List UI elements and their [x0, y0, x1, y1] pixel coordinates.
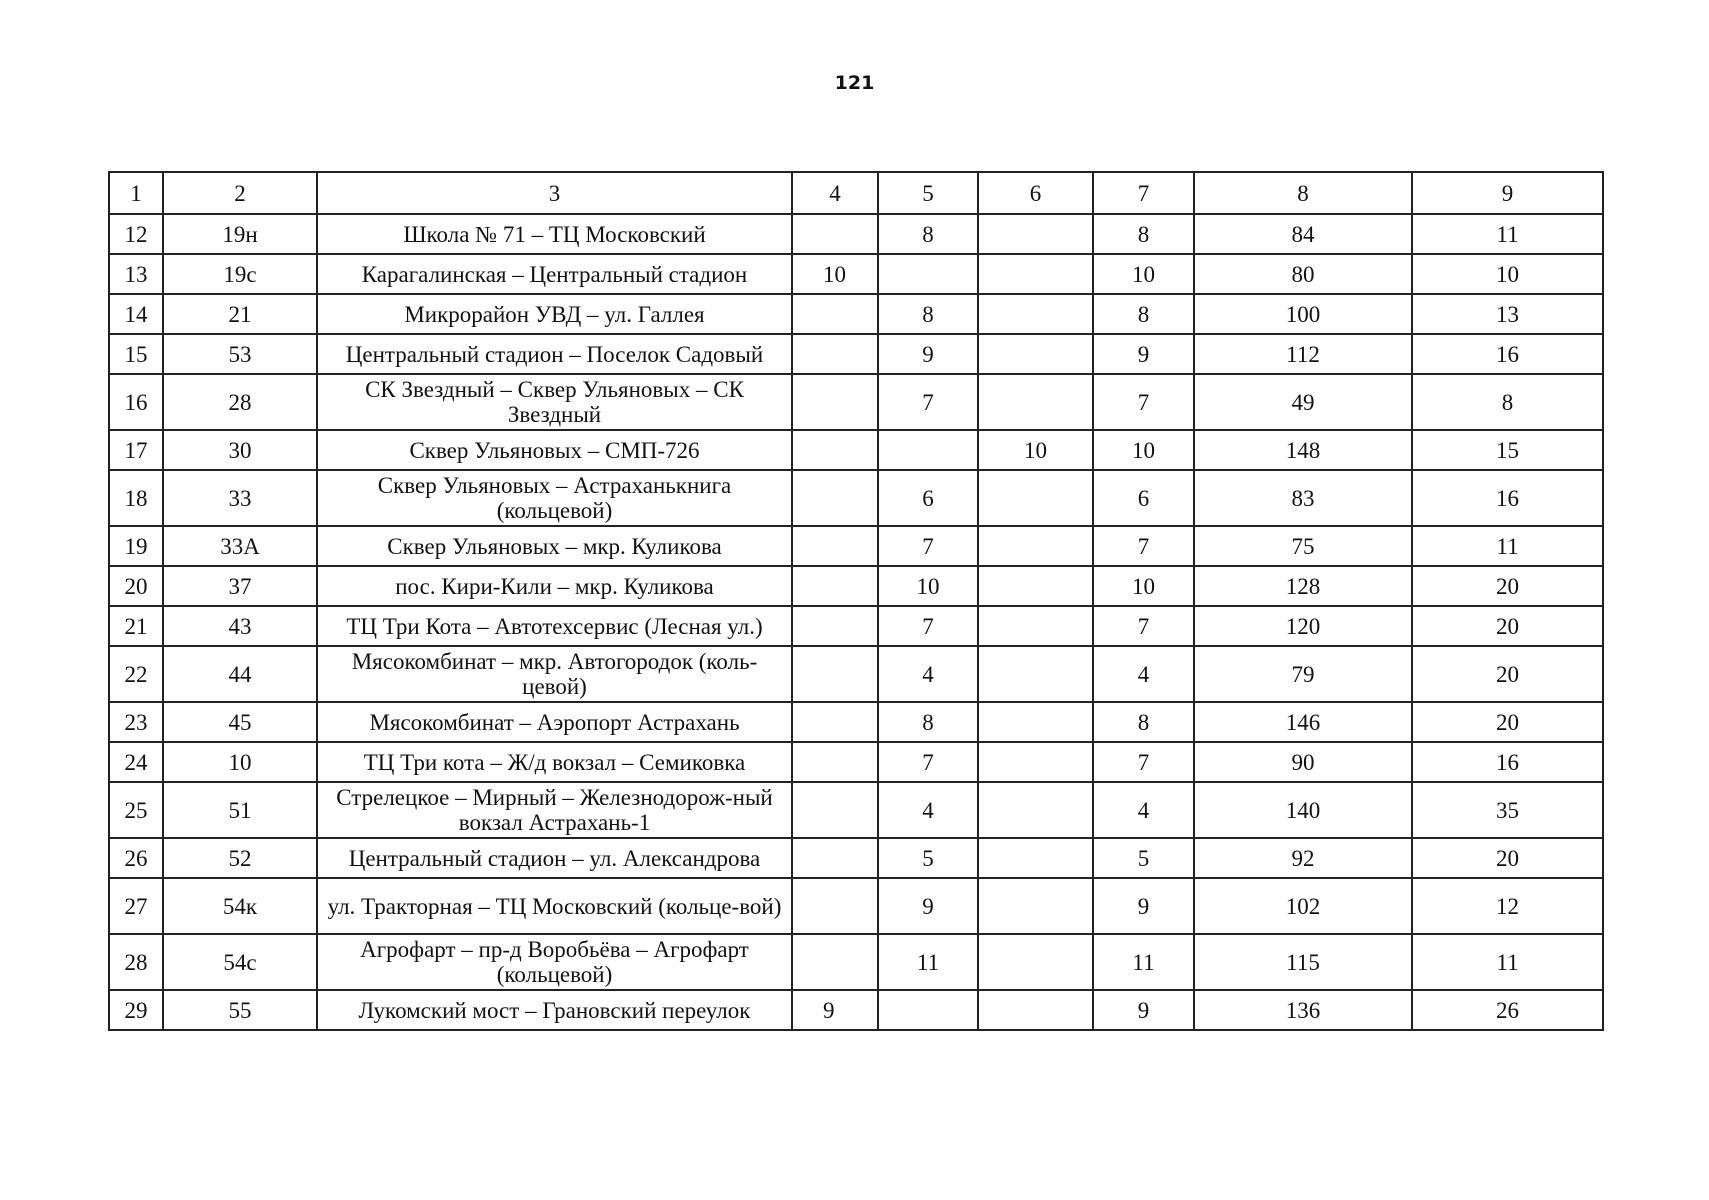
- column-4-cell: [792, 470, 878, 526]
- table-body: [109, 214, 1603, 1030]
- column-6-cell: [978, 526, 1093, 566]
- column-6-cell: [978, 646, 1093, 702]
- column-6-cell: [978, 934, 1093, 990]
- column-4-cell: 9: [792, 990, 878, 1030]
- column-5-cell: 7: [878, 606, 978, 646]
- column-header-9: 9: [1412, 172, 1603, 214]
- column-8-cell: 140: [1194, 782, 1412, 838]
- route-table: [108, 171, 1604, 1031]
- column-6-cell: [978, 702, 1093, 742]
- column-8-cell: 146: [1194, 702, 1412, 742]
- column-header-2: 2: [163, 172, 317, 214]
- column-7-cell: 10: [1093, 254, 1194, 294]
- column-7-cell: 8: [1093, 702, 1194, 742]
- column-9-cell: 13: [1412, 294, 1603, 334]
- column-6-cell: 10: [978, 430, 1093, 470]
- column-5-cell: 9: [878, 878, 978, 934]
- column-5-cell: 6: [878, 470, 978, 526]
- column-5-cell: 7: [878, 374, 978, 430]
- column-4-cell: [792, 374, 878, 430]
- column-7-cell: 8: [1093, 214, 1194, 254]
- route-number-cell: 54с: [163, 934, 317, 990]
- column-5-cell: [878, 254, 978, 294]
- route-name-cell: ТЦ Три кота – Ж/д вокзал – Семиковка: [317, 742, 792, 782]
- table-row: [109, 566, 1603, 606]
- table-row: [109, 606, 1603, 646]
- route-name-cell: ТЦ Три Кота – Автотехсервис (Лесная ул.): [317, 606, 792, 646]
- column-7-cell: 6: [1093, 470, 1194, 526]
- column-9-cell: 10: [1412, 254, 1603, 294]
- column-5-cell: 4: [878, 782, 978, 838]
- table-row: [109, 214, 1603, 254]
- column-4-cell: [792, 878, 878, 934]
- route-number-cell: 33: [163, 470, 317, 526]
- route-number-cell: 53: [163, 334, 317, 374]
- column-5-cell: 4: [878, 646, 978, 702]
- column-header-7: 7: [1093, 172, 1194, 214]
- column-8-cell: 136: [1194, 990, 1412, 1030]
- route-number-cell: 33А: [163, 526, 317, 566]
- route-name-cell: ул. Тракторная – ТЦ Московский (кольце-вой): [317, 878, 792, 934]
- column-header-6: 6: [978, 172, 1093, 214]
- column-9-cell: 26: [1412, 990, 1603, 1030]
- route-number-cell: 10: [163, 742, 317, 782]
- route-number-cell: 43: [163, 606, 317, 646]
- column-header-1: 1: [109, 172, 163, 214]
- table-row: [109, 646, 1603, 702]
- column-8-cell: 115: [1194, 934, 1412, 990]
- column-9-cell: 15: [1412, 430, 1603, 470]
- route-table-container: [108, 171, 1602, 1031]
- column-4-cell: 10: [792, 254, 878, 294]
- row-number-cell: 13: [109, 254, 163, 294]
- column-5-cell: [878, 430, 978, 470]
- route-number-cell: 21: [163, 294, 317, 334]
- column-5-cell: 8: [878, 702, 978, 742]
- column-4-cell: [792, 934, 878, 990]
- column-6-cell: [978, 742, 1093, 782]
- column-6-cell: [978, 838, 1093, 878]
- column-4-cell: [792, 294, 878, 334]
- column-7-cell: 7: [1093, 742, 1194, 782]
- row-number-cell: 17: [109, 430, 163, 470]
- column-4-cell: [792, 526, 878, 566]
- column-header-3: 3: [317, 172, 792, 214]
- route-number-cell: 30: [163, 430, 317, 470]
- route-name-cell: Стрелецкое – Мирный – Железнодорож-ный вокзал Астрахань-1: [317, 782, 792, 838]
- column-9-cell: 12: [1412, 878, 1603, 934]
- route-number-cell: 44: [163, 646, 317, 702]
- row-number-cell: 27: [109, 878, 163, 934]
- column-7-cell: 7: [1093, 374, 1194, 430]
- header-row: [109, 172, 1603, 214]
- column-7-cell: 9: [1093, 334, 1194, 374]
- column-6-cell: [978, 782, 1093, 838]
- route-number-cell: 55: [163, 990, 317, 1030]
- column-7-cell: 8: [1093, 294, 1194, 334]
- column-9-cell: 16: [1412, 470, 1603, 526]
- route-number-cell: 52: [163, 838, 317, 878]
- column-7-cell: 4: [1093, 782, 1194, 838]
- column-9-cell: 20: [1412, 606, 1603, 646]
- route-name-cell: Сквер Ульяновых – СМП-726: [317, 430, 792, 470]
- column-8-cell: 75: [1194, 526, 1412, 566]
- route-number-cell: 19н: [163, 214, 317, 254]
- column-8-cell: 148: [1194, 430, 1412, 470]
- row-number-cell: 16: [109, 374, 163, 430]
- column-8-cell: 49: [1194, 374, 1412, 430]
- route-name-cell: Мясокомбинат – Аэропорт Астрахань: [317, 702, 792, 742]
- column-8-cell: 112: [1194, 334, 1412, 374]
- column-6-cell: [978, 374, 1093, 430]
- column-header-8: 8: [1194, 172, 1412, 214]
- column-4-cell: [792, 606, 878, 646]
- row-number-cell: 28: [109, 934, 163, 990]
- column-9-cell: 8: [1412, 374, 1603, 430]
- route-number-cell: 45: [163, 702, 317, 742]
- route-name-cell: Микрорайон УВД – ул. Галлея: [317, 294, 792, 334]
- row-number-cell: 23: [109, 702, 163, 742]
- column-9-cell: 11: [1412, 214, 1603, 254]
- row-number-cell: 20: [109, 566, 163, 606]
- column-8-cell: 128: [1194, 566, 1412, 606]
- column-7-cell: 11: [1093, 934, 1194, 990]
- column-4-cell: [792, 646, 878, 702]
- column-8-cell: 102: [1194, 878, 1412, 934]
- column-5-cell: 8: [878, 294, 978, 334]
- route-number-cell: 51: [163, 782, 317, 838]
- column-5-cell: 7: [878, 742, 978, 782]
- column-8-cell: 100: [1194, 294, 1412, 334]
- row-number-cell: 19: [109, 526, 163, 566]
- row-number-cell: 29: [109, 990, 163, 1030]
- column-8-cell: 84: [1194, 214, 1412, 254]
- route-name-cell: Центральный стадион – Поселок Садовый: [317, 334, 792, 374]
- route-number-cell: 19с: [163, 254, 317, 294]
- column-9-cell: 11: [1412, 526, 1603, 566]
- row-number-cell: 14: [109, 294, 163, 334]
- column-9-cell: 11: [1412, 934, 1603, 990]
- column-5-cell: 10: [878, 566, 978, 606]
- column-4-cell: [792, 430, 878, 470]
- column-5-cell: 5: [878, 838, 978, 878]
- column-5-cell: [878, 990, 978, 1030]
- table-row: [109, 526, 1603, 566]
- route-name-cell: пос. Кири-Кили – мкр. Куликова: [317, 566, 792, 606]
- table-row: [109, 742, 1603, 782]
- table-row: [109, 878, 1603, 934]
- table-row: [109, 254, 1603, 294]
- column-8-cell: 79: [1194, 646, 1412, 702]
- row-number-cell: 15: [109, 334, 163, 374]
- row-number-cell: 25: [109, 782, 163, 838]
- column-9-cell: 16: [1412, 742, 1603, 782]
- column-6-cell: [978, 566, 1093, 606]
- column-9-cell: 20: [1412, 838, 1603, 878]
- row-number-cell: 26: [109, 838, 163, 878]
- column-header-5: 5: [878, 172, 978, 214]
- table-row: [109, 334, 1603, 374]
- column-4-cell: [792, 214, 878, 254]
- row-number-cell: 22: [109, 646, 163, 702]
- table-row: [109, 430, 1603, 470]
- column-4-cell: [792, 742, 878, 782]
- column-7-cell: 10: [1093, 430, 1194, 470]
- column-9-cell: 35: [1412, 782, 1603, 838]
- route-number-cell: 54к: [163, 878, 317, 934]
- table-row: [109, 782, 1603, 838]
- column-6-cell: [978, 606, 1093, 646]
- column-7-cell: 7: [1093, 526, 1194, 566]
- route-name-cell: Лукомский мост – Грановский переулок: [317, 990, 792, 1030]
- route-name-cell: Центральный стадион – ул. Александрова: [317, 838, 792, 878]
- route-number-cell: 28: [163, 374, 317, 430]
- table-row: [109, 702, 1603, 742]
- column-8-cell: 80: [1194, 254, 1412, 294]
- table-row: [109, 934, 1603, 990]
- column-5-cell: 11: [878, 934, 978, 990]
- route-name-cell: Мясокомбинат – мкр. Автогородок (коль-цевой): [317, 646, 792, 702]
- column-8-cell: 90: [1194, 742, 1412, 782]
- table-row: [109, 470, 1603, 526]
- column-8-cell: 92: [1194, 838, 1412, 878]
- route-name-cell: Агрофарт – пр-д Воробьёва – Агрофарт (кольцевой): [317, 934, 792, 990]
- column-4-cell: [792, 566, 878, 606]
- column-9-cell: 20: [1412, 566, 1603, 606]
- route-number-cell: 37: [163, 566, 317, 606]
- column-6-cell: [978, 878, 1093, 934]
- route-name-cell: Школа № 71 – ТЦ Московский: [317, 214, 792, 254]
- column-7-cell: 10: [1093, 566, 1194, 606]
- table-row: [109, 294, 1603, 334]
- column-4-cell: [792, 702, 878, 742]
- column-7-cell: 7: [1093, 606, 1194, 646]
- row-number-cell: 18: [109, 470, 163, 526]
- route-name-cell: СК Звездный – Сквер Ульяновых – СК Звездный: [317, 374, 792, 430]
- column-9-cell: 20: [1412, 702, 1603, 742]
- column-6-cell: [978, 254, 1093, 294]
- column-4-cell: [792, 334, 878, 374]
- column-7-cell: 9: [1093, 878, 1194, 934]
- column-5-cell: 7: [878, 526, 978, 566]
- route-name-cell: Карагалинская – Центральный стадион: [317, 254, 792, 294]
- column-6-cell: [978, 214, 1093, 254]
- column-9-cell: 16: [1412, 334, 1603, 374]
- column-6-cell: [978, 990, 1093, 1030]
- route-name-cell: Сквер Ульяновых – мкр. Куликова: [317, 526, 792, 566]
- row-number-cell: 12: [109, 214, 163, 254]
- column-4-cell: [792, 838, 878, 878]
- row-number-cell: 21: [109, 606, 163, 646]
- table-row: [109, 990, 1603, 1030]
- column-7-cell: 9: [1093, 990, 1194, 1030]
- column-6-cell: [978, 294, 1093, 334]
- column-8-cell: 120: [1194, 606, 1412, 646]
- column-6-cell: [978, 470, 1093, 526]
- row-number-cell: 24: [109, 742, 163, 782]
- column-5-cell: 9: [878, 334, 978, 374]
- column-8-cell: 83: [1194, 470, 1412, 526]
- table-row: [109, 374, 1603, 430]
- column-7-cell: 5: [1093, 838, 1194, 878]
- page-number: 121: [834, 72, 875, 94]
- column-9-cell: 20: [1412, 646, 1603, 702]
- table-row: [109, 838, 1603, 878]
- column-header-4: 4: [792, 172, 878, 214]
- column-6-cell: [978, 334, 1093, 374]
- route-name-cell: Сквер Ульяновых – Астраханькнига (кольцевой): [317, 470, 792, 526]
- column-4-cell: [792, 782, 878, 838]
- column-7-cell: 4: [1093, 646, 1194, 702]
- column-5-cell: 8: [878, 214, 978, 254]
